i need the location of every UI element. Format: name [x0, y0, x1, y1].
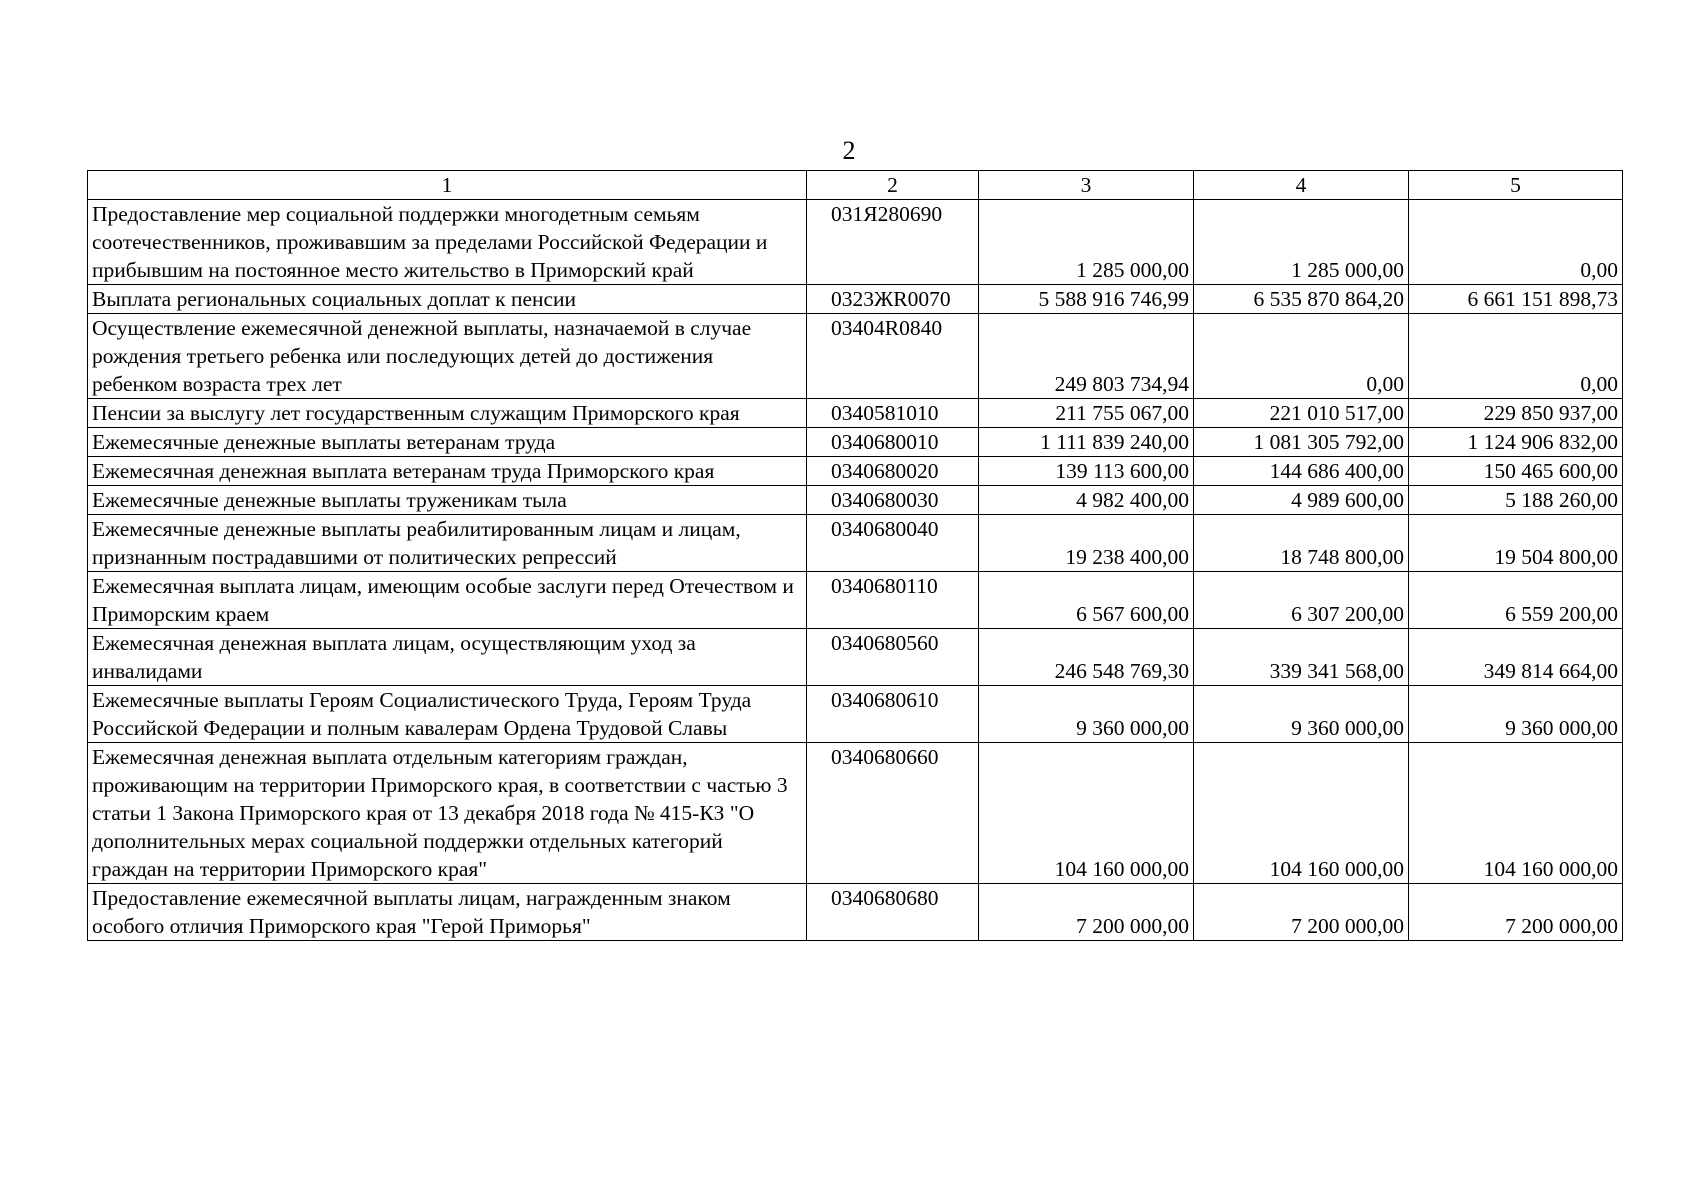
table-row	[88, 743, 1623, 884]
row-value-4: 4 989 600,00	[1194, 486, 1409, 515]
column-header: 5	[1409, 171, 1623, 200]
table-row	[88, 428, 1623, 457]
row-value-5: 19 504 800,00	[1409, 515, 1623, 572]
row-value-4: 144 686 400,00	[1194, 457, 1409, 486]
row-name: Выплата региональных социальных доплат к пенсии	[88, 285, 807, 314]
row-value-4: 104 160 000,00	[1194, 743, 1409, 884]
row-value-4: 6 307 200,00	[1194, 572, 1409, 629]
row-name: Осуществление ежемесячной денежной выплаты, назначаемой в случае рождения третьего ребенка или последующих детей до достижения ребенком возраста трех лет	[88, 314, 807, 399]
row-code: 0340680020	[807, 457, 979, 486]
table-header-row	[88, 171, 1623, 200]
row-code: 0340680610	[807, 686, 979, 743]
row-value-3: 211 755 067,00	[979, 399, 1194, 428]
row-name: Пенсии за выслугу лет государственным служащим Приморского края	[88, 399, 807, 428]
row-code: 0340680680	[807, 884, 979, 941]
table-row	[88, 515, 1623, 572]
budget-table	[87, 170, 1623, 941]
row-name: Ежемесячные денежные выплаты труженикам тыла	[88, 486, 807, 515]
row-value-4: 18 748 800,00	[1194, 515, 1409, 572]
row-name: Ежемесячная денежная выплата ветеранам труда Приморского края	[88, 457, 807, 486]
table-row	[88, 629, 1623, 686]
row-value-3: 1 285 000,00	[979, 200, 1194, 285]
table-row	[88, 314, 1623, 399]
row-value-4: 6 535 870 864,20	[1194, 285, 1409, 314]
row-value-3: 7 200 000,00	[979, 884, 1194, 941]
row-value-3: 5 588 916 746,99	[979, 285, 1194, 314]
row-name: Ежемесячные денежные выплаты ветеранам труда	[88, 428, 807, 457]
column-header: 4	[1194, 171, 1409, 200]
row-value-3: 4 982 400,00	[979, 486, 1194, 515]
row-value-5: 150 465 600,00	[1409, 457, 1623, 486]
table-row	[88, 457, 1623, 486]
row-name: Предоставление мер социальной поддержки многодетным семьям соотечественников, проживавшим за пределами Российской Федерации и прибывшим на постоянное место жительство в Приморский край	[88, 200, 807, 285]
row-code: 0340680560	[807, 629, 979, 686]
row-name: Ежемесячная денежная выплата лицам, осуществляющим уход за инвалидами	[88, 629, 807, 686]
row-value-5: 0,00	[1409, 200, 1623, 285]
table-row	[88, 399, 1623, 428]
row-value-5: 349 814 664,00	[1409, 629, 1623, 686]
table-row	[88, 686, 1623, 743]
row-name: Ежемесячные денежные выплаты реабилитированным лицам и лицам, признанным пострадавшими от политических репрессий	[88, 515, 807, 572]
row-value-3: 6 567 600,00	[979, 572, 1194, 629]
row-value-4: 7 200 000,00	[1194, 884, 1409, 941]
row-value-5: 1 124 906 832,00	[1409, 428, 1623, 457]
row-value-4: 339 341 568,00	[1194, 629, 1409, 686]
row-name: Ежемесячная денежная выплата отдельным категориям граждан, проживающим на территории Приморского края, в соответствии с частью 3 статьи 1 Закона Приморского края от 13 декабря 2018 года № 415-КЗ "О дополнительных мерах социальной поддержки отдельных категорий граждан на территории Приморского края"	[88, 743, 807, 884]
row-value-4: 1 081 305 792,00	[1194, 428, 1409, 457]
table-row	[88, 486, 1623, 515]
row-value-3: 9 360 000,00	[979, 686, 1194, 743]
row-value-3: 104 160 000,00	[979, 743, 1194, 884]
row-value-3: 1 111 839 240,00	[979, 428, 1194, 457]
row-value-3: 249 803 734,94	[979, 314, 1194, 399]
row-value-5: 9 360 000,00	[1409, 686, 1623, 743]
row-value-5: 229 850 937,00	[1409, 399, 1623, 428]
row-value-3: 19 238 400,00	[979, 515, 1194, 572]
row-code: 0340680040	[807, 515, 979, 572]
row-code: 0340680110	[807, 572, 979, 629]
row-value-4: 0,00	[1194, 314, 1409, 399]
table-row	[88, 200, 1623, 285]
row-value-5: 7 200 000,00	[1409, 884, 1623, 941]
row-code: 03404R0840	[807, 314, 979, 399]
row-value-3: 139 113 600,00	[979, 457, 1194, 486]
column-header: 3	[979, 171, 1194, 200]
row-code: 031Я280690	[807, 200, 979, 285]
row-name: Предоставление ежемесячной выплаты лицам, награжденным знаком особого отличия Приморского края "Герой Приморья"	[88, 884, 807, 941]
row-value-5: 0,00	[1409, 314, 1623, 399]
row-name: Ежемесячные выплаты Героям Социалистического Труда, Героям Труда Российской Федерации и полным кавалерам Ордена Трудовой Славы	[88, 686, 807, 743]
row-value-4: 221 010 517,00	[1194, 399, 1409, 428]
row-value-5: 6 661 151 898,73	[1409, 285, 1623, 314]
table-row	[88, 884, 1623, 941]
row-code: 0340581010	[807, 399, 979, 428]
row-code: 0340680660	[807, 743, 979, 884]
row-code: 0340680030	[807, 486, 979, 515]
table-row	[88, 572, 1623, 629]
row-value-5: 5 188 260,00	[1409, 486, 1623, 515]
row-value-5: 6 559 200,00	[1409, 572, 1623, 629]
table-row	[88, 285, 1623, 314]
column-header: 1	[88, 171, 807, 200]
row-name: Ежемесячная выплата лицам, имеющим особые заслуги перед Отечеством и Приморским краем	[88, 572, 807, 629]
row-code: 0323ЖR0070	[807, 285, 979, 314]
row-value-3: 246 548 769,30	[979, 629, 1194, 686]
row-code: 0340680010	[807, 428, 979, 457]
column-header: 2	[807, 171, 979, 200]
row-value-5: 104 160 000,00	[1409, 743, 1623, 884]
row-value-4: 9 360 000,00	[1194, 686, 1409, 743]
row-value-4: 1 285 000,00	[1194, 200, 1409, 285]
page-number: 2	[842, 136, 856, 165]
